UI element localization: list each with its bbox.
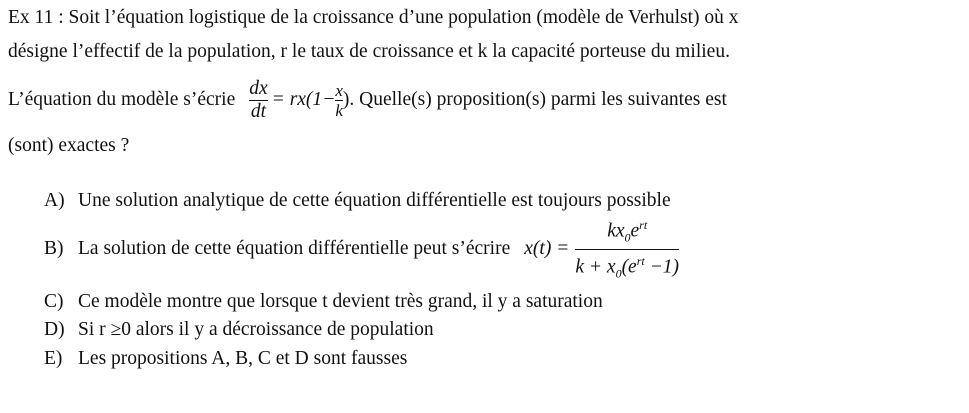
x-over-k-fraction: [335, 82, 343, 119]
option-letter: E): [44, 348, 63, 369]
option-text: Si r ≥0 alors il y a décroissance de population: [78, 319, 434, 340]
eq-close: ): [342, 89, 350, 110]
formula-lhs: x(t) =: [524, 238, 570, 259]
option-c: [44, 290, 603, 314]
option-letter: A): [44, 190, 65, 211]
option-letter: D): [44, 319, 65, 340]
option-letter: B): [44, 238, 64, 259]
option-text: Les propositions A, B, C et D sont fausses: [78, 348, 408, 369]
option-e: [44, 347, 407, 371]
exercise-line-3: [8, 70, 727, 130]
eq-denominator: dt: [250, 100, 267, 122]
eq-inner-numerator: x: [335, 80, 343, 100]
solution-numerator: $kx_0e^{rt}$: [607, 218, 648, 245]
option-text: Une solution analytique de cette équation différentielle est toujours possible: [78, 190, 671, 211]
exercise-line-1: Ex 11 : Soit l’équation logistique de la croissance d’une population (modèle de Verhulst) où x: [8, 7, 739, 28]
exercise-line-2: désigne l’effectif de la population, r le taux de croissance et k la capacité porteuse du milieu.: [8, 41, 730, 62]
solution-denominator: $k + x_0(e^{rt} -1)$: [575, 253, 680, 280]
option-a: [44, 189, 671, 213]
option-text: Ce modèle montre que lorsque t devient très grand, il y a saturation: [78, 291, 603, 312]
eq-middle: = rx(1−: [271, 89, 336, 110]
exercise-line-4: (sont) exactes ?: [8, 135, 130, 156]
option-text: La solution de cette équation différentielle peut s’écrire: [78, 238, 511, 259]
eq-numerator: dx: [249, 77, 268, 99]
option-letter: C): [44, 291, 64, 312]
solution-fraction: [575, 215, 679, 283]
option-b: [44, 218, 679, 280]
equation-intro: L’équation du modèle s’écrie: [8, 89, 236, 110]
option-d: [44, 318, 434, 342]
dx-dt-fraction: [249, 79, 267, 122]
question-text: . Quelle(s) proposition(s) parmi les suivantes est: [349, 89, 727, 110]
eq-inner-denominator: k: [335, 100, 343, 120]
